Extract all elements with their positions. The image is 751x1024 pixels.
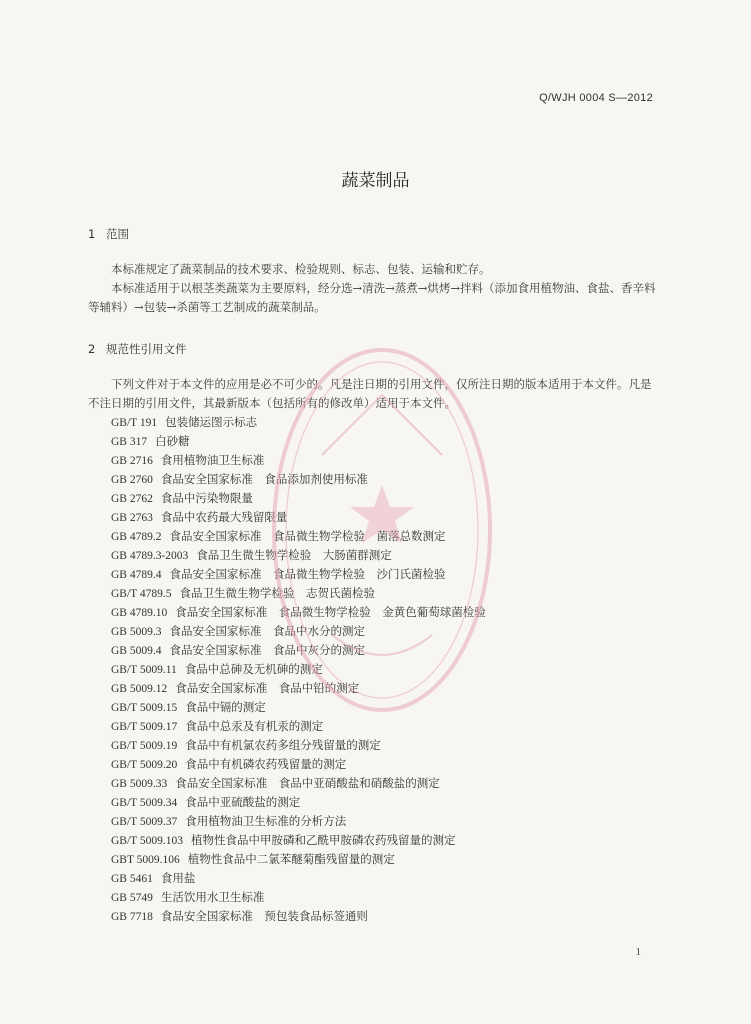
- reference-item: [111, 793, 486, 812]
- reference-name: 食品安全国家标准 食品添加剂使用标准: [160, 472, 368, 486]
- reference-code: GB 5749: [111, 892, 153, 904]
- reference-item: [111, 755, 486, 774]
- section-1-title: 范围: [106, 227, 129, 241]
- reference-name: 食用植物油卫生标准的分析方法: [185, 814, 347, 828]
- reference-code: GB 5009.12: [111, 683, 168, 695]
- reference-code: GB 5009.3: [111, 626, 162, 638]
- reference-code: GB 5461: [111, 873, 153, 885]
- reference-item: [111, 888, 486, 907]
- reference-code: GB/T 4789.5: [111, 588, 172, 600]
- reference-item: [111, 831, 486, 850]
- section-1-paragraph-2: 本标准适用于以根茎类蔬菜为主要原料，经分选→清洗→蒸煮→烘烤→拌料（添加食用植物油、食盐、香辛料等辅料）→包装→杀菌等工艺制成的蔬菜制品。: [88, 281, 656, 314]
- reference-item: [111, 527, 486, 546]
- reference-code: GB 4789.10: [111, 607, 168, 619]
- reference-name: 食品卫生微生物学检验 志贺氏菌检验: [179, 586, 375, 600]
- reference-name: 食品卫生微生物学检验 大肠菌群测定: [196, 548, 392, 562]
- reference-item: [111, 869, 486, 888]
- reference-item: [111, 850, 486, 869]
- section-1-heading: [88, 226, 129, 242]
- reference-name: 食用植物油卫生标准: [160, 453, 265, 467]
- reference-code: GB 7718: [111, 911, 153, 923]
- reference-code: GB 2762: [111, 493, 153, 505]
- reference-name: 生活饮用水卫生标准: [160, 890, 265, 904]
- reference-item: [111, 907, 486, 926]
- reference-name: 食品安全国家标准 预包装食品标签通则: [160, 909, 368, 923]
- reference-name: 食品安全国家标准 食品微生物学检验 沙门氏菌检验: [169, 567, 446, 581]
- reference-item: [111, 584, 486, 603]
- reference-name: 食品中有机磷农药残留量的测定: [185, 757, 347, 771]
- reference-name: 食品中有机氯农药多组分残留量的测定: [185, 738, 381, 752]
- reference-item: [111, 432, 486, 451]
- section-2-title: 规范性引用文件: [106, 342, 187, 356]
- reference-item: [111, 413, 486, 432]
- section-1-paragraph-1: 本标准规定了蔬菜制品的技术要求、检验规则、标志、包装、运输和贮存。: [111, 262, 491, 276]
- reference-code: GB/T 5009.37: [111, 816, 178, 828]
- section-2-number: 2: [88, 342, 96, 356]
- reference-code: GB/T 191: [111, 417, 158, 429]
- reference-code: GBT 5009.106: [111, 854, 180, 866]
- section-1-number: 1: [88, 227, 96, 241]
- reference-code: GB 2716: [111, 455, 153, 467]
- reference-code: GB/T 5009.17: [111, 721, 178, 733]
- reference-item: [111, 812, 486, 831]
- reference-code: GB 4789.3-2003: [111, 550, 189, 562]
- reference-code: GB/T 5009.34: [111, 797, 178, 809]
- reference-name: 食品安全国家标准 食品中铅的测定: [175, 681, 360, 695]
- reference-item: [111, 546, 486, 565]
- reference-item: [111, 698, 486, 717]
- document-title: 蔬菜制品: [341, 171, 410, 191]
- reference-name: 食品安全国家标准 食品中水分的测定: [169, 624, 365, 638]
- reference-name: 食品安全国家标准 食品中亚硝酸盐和硝酸盐的测定: [175, 776, 440, 790]
- reference-item: [111, 622, 486, 641]
- reference-name: 食用盐: [160, 871, 196, 885]
- reference-name: 食品安全国家标准 食品微生物学检验 菌落总数测定: [169, 529, 446, 543]
- reference-code: GB/T 5009.19: [111, 740, 178, 752]
- reference-code: GB/T 5009.15: [111, 702, 178, 714]
- reference-item: [111, 603, 486, 622]
- reference-name: 食品中亚硫酸盐的测定: [185, 795, 301, 809]
- reference-name: 食品中污染物限量: [160, 491, 253, 505]
- reference-item: [111, 660, 486, 679]
- section-2-heading: [88, 341, 187, 357]
- reference-code: GB/T 5009.20: [111, 759, 178, 771]
- reference-item: [111, 451, 486, 470]
- reference-code: GB 2763: [111, 512, 153, 524]
- reference-name: 包装储运图示标志: [165, 415, 258, 429]
- reference-list: [111, 413, 486, 926]
- page-number: 1: [635, 946, 641, 958]
- reference-name: 食品中镉的测定: [185, 700, 266, 714]
- reference-item: [111, 679, 486, 698]
- reference-code: GB 4789.2: [111, 531, 162, 543]
- reference-code: GB 4789.4: [111, 569, 162, 581]
- reference-item: [111, 736, 486, 755]
- reference-name: 食品中农药最大残留限量: [160, 510, 288, 524]
- reference-name: 食品中总汞及有机汞的测定: [185, 719, 324, 733]
- reference-item: [111, 508, 486, 527]
- reference-code: GB/T 5009.103: [111, 835, 183, 847]
- reference-name: 白砂糖: [155, 434, 190, 448]
- reference-item: [111, 717, 486, 736]
- reference-item: [111, 470, 486, 489]
- reference-code: GB 5009.33: [111, 778, 168, 790]
- reference-item: [111, 774, 486, 793]
- reference-code: GB/T 5009.11: [111, 664, 177, 676]
- reference-item: [111, 641, 486, 660]
- reference-name: 食品安全国家标准 食品微生物学检验 金黄色葡萄球菌检验: [175, 605, 486, 619]
- reference-name: 植物性食品中二氯苯醚菊酯残留量的测定: [187, 852, 395, 866]
- standard-code: Q/WJH 0004 S—2012: [539, 92, 653, 104]
- reference-code: GB 317: [111, 436, 148, 448]
- reference-code: GB 5009.4: [111, 645, 162, 657]
- reference-code: GB 2760: [111, 474, 153, 486]
- reference-name: 食品中总砷及无机砷的测定: [184, 662, 323, 676]
- section-2-paragraph-1: 下列文件对于本文件的应用是必不可少的。凡是注日期的引用文件，仅所注日期的版本适用于本文件。凡是不注日期的引用文件，其最新版本（包括所有的修改单）适用于本文件。: [88, 377, 652, 410]
- reference-name: 食品安全国家标准 食品中灰分的测定: [169, 643, 365, 657]
- reference-item: [111, 489, 486, 508]
- reference-name: 植物性食品中甲胺磷和乙酰甲胺磷农药残留量的测定: [191, 833, 456, 847]
- reference-item: [111, 565, 486, 584]
